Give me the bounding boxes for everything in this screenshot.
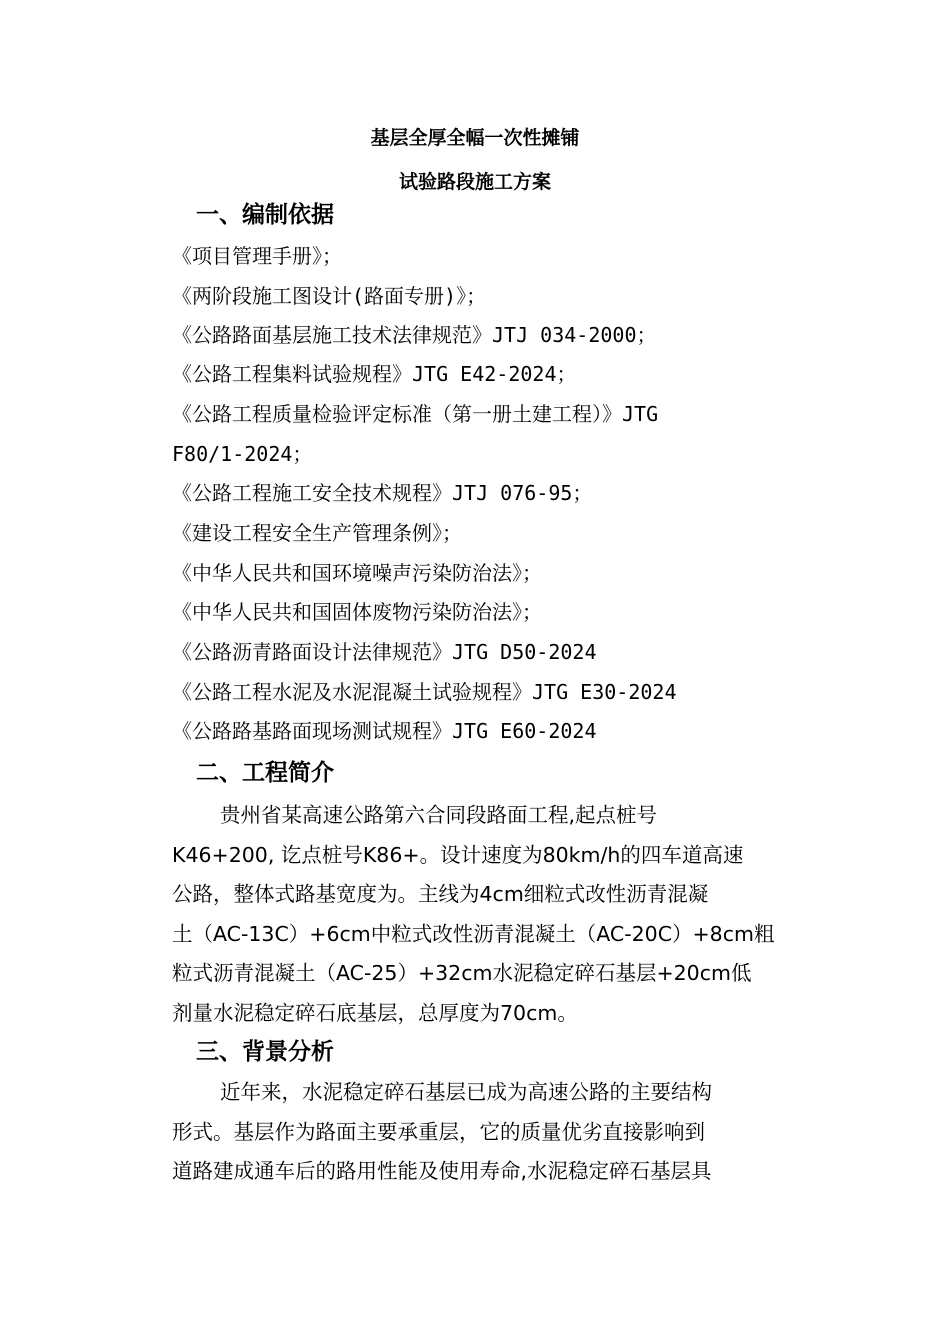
document-title-line-2: 试验路段施工方案 [398, 171, 551, 193]
reference-item: 《项目管理手册》； [172, 244, 342, 268]
paragraph-line: 道路建成通车后的路用性能及使用寿命,水泥稳定碎石基层具 [172, 1159, 712, 1183]
reference-item: 《公路工程水泥及水泥混凝土试验规程》JTG E30-2024 [172, 680, 677, 704]
paragraph-line: 剂量水泥稳定碎石底基层，总厚度为70cm。 [172, 1001, 578, 1025]
section-heading-background-analysis: 三、背景分析 [196, 1039, 334, 1065]
paragraph-line: K46+200, 讫点桩号K86+。设计速度为80km/h的四车道高速 [172, 843, 744, 867]
paragraph-line: 粒式沥青混凝土（AC-25）+32cm水泥稳定碎石基层+20cm低 [172, 961, 752, 985]
document-title-line-1: 基层全厚全幅一次性摊铺 [370, 127, 580, 149]
reference-item: 《公路沥青路面设计法律规范》JTG D50-2024 [172, 640, 597, 664]
section-heading-compilation-basis: 一、编制依据 [196, 202, 334, 228]
paragraph-line: 近年来，水泥稳定碎石基层已成为高速公路的主要结构 [220, 1080, 712, 1104]
paragraph-line: 贵州省某高速公路第六合同段路面工程,起点桩号 [220, 803, 658, 827]
reference-item: 《中华人民共和国固体废物污染防治法》； [172, 600, 542, 624]
reference-item: 《公路路基路面现场测试规程》JTG E60-2024 [172, 719, 597, 743]
reference-item: 《公路工程集料试验规程》JTG E42-2024； [172, 362, 577, 386]
reference-item: 《建设工程安全生产管理条例》； [172, 521, 462, 545]
reference-item: 《公路工程施工安全技术规程》JTJ 076-95； [172, 481, 593, 505]
reference-item: 《两阶段施工图设计(路面专册)》； [172, 284, 487, 308]
reference-item: 《公路工程质量检验评定标准（第一册土建工程）》JTG [172, 402, 659, 426]
reference-item-continuation: F80/1-2024； [172, 442, 313, 466]
paragraph-line: 形式。基层作为路面主要承重层，它的质量优劣直接影响到 [172, 1120, 705, 1144]
paragraph-line: 公路，整体式路基宽度为。主线为4cm细粒式改性沥青混凝 [172, 882, 709, 906]
section-heading-project-overview: 二、工程简介 [196, 760, 334, 786]
paragraph-line: 土（AC-13C）+6cm中粒式改性沥青混凝土（AC-20C）+8cm粗 [172, 922, 775, 946]
reference-item: 《公路路面基层施工技术法律规范》JTJ 034-2000； [172, 323, 657, 347]
reference-item: 《中华人民共和国环境噪声污染防治法》； [172, 561, 542, 585]
